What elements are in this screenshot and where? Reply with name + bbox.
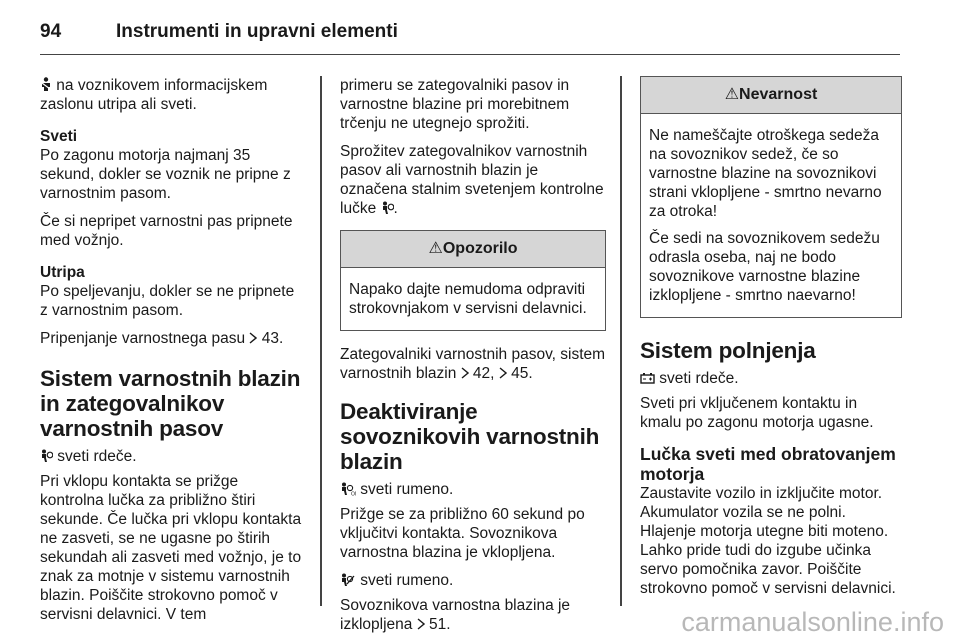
utripa-label: Utripa [40, 264, 85, 281]
danger-box [640, 76, 902, 318]
trigger-text: Sprožitev zategovalnikov varnostnih pasov ali varnostnih blazin je označena stalnim svetenjem kontrolne lučke . [340, 143, 604, 217]
page-ref-icon [499, 367, 507, 379]
section-heading-charging: Sistem polnjenja [640, 338, 816, 363]
svg-text:ON: O [351, 491, 355, 496]
column-2 [340, 76, 606, 643]
seatbelt-intro: na voznikovem informacijskem zaslonu utripa ali sveti. [40, 77, 268, 113]
column-divider [620, 76, 622, 606]
section-heading-airbag: Sistem varnostnih blazin in zategovalnikov varnostnih pasov [40, 366, 301, 441]
charge-text: Sveti pri vključenem kontaktu in kmalu po zagonu motorja ugasne. [640, 395, 874, 431]
subheading-running: Lučka sveti med obratovanjem motorja [640, 444, 896, 484]
airbag-color-line: sveti rdeče. [40, 447, 306, 466]
danger-title: ⚠Nevarnost [641, 77, 901, 114]
sveti-label: Sveti [40, 128, 78, 145]
column-1 [40, 76, 306, 633]
airbag-on-color-line: O sveti rumeno. [340, 480, 606, 499]
airbag-off-color-line: sveti rumeno. [340, 571, 606, 590]
page-header [40, 14, 900, 55]
airbag-off-text: Sovoznikova varnostna blazina je izklopljena 51. [340, 597, 571, 633]
seatbelt-reference: Pripenjanje varnostnega pasu 43. [40, 330, 284, 347]
column-3 [640, 76, 902, 607]
warning-title: ⚠Opozorilo [341, 231, 605, 268]
seatbelt-warning-icon [40, 77, 52, 92]
warning-icon: ⚠ [724, 86, 740, 103]
passenger-airbag-on-icon [340, 482, 356, 496]
sveti-block: Sveti Po zagonu motorja najmanj 35 sekund, dokler se voznik ne pripne z varnostnim pasom. [40, 128, 291, 202]
sveti-text-2: Če si nepripet varnostni pas pripnete med vožnjo. [40, 213, 293, 249]
warning-box [340, 230, 606, 331]
running-text: Zaustavite vozilo in izključite motor. Akumulator vozila se ne polni. Hlajenje motorja utegne biti moteno. Lahko pride tudi do izgube učinka servo pomočnika zavor. Poiščite strokovno pomoč v servisni delavnici. [640, 485, 896, 597]
utripa-block: Utripa Po speljevanju, dokler se ne pripnete z varnostnim pasom. [40, 264, 295, 319]
airbag-on-text: Prižge se za približno 60 sekund po vključitvi kontakta. Sovoznikova varnostna blazina je vklopljena. [340, 506, 585, 561]
warning-body: Napako dajte nemudoma odpraviti strokovnjakom v servisni delavnici. [349, 281, 587, 317]
airbag-text: Pri vklopu kontakta se prižge kontrolna lučka za približno štiri sekunde. Če lučka pri vklopu kontakta ne zasveti, se ne ugasne po štirih sekundah ali zasveti med vožnjo, je to znak za motnje v sistemu varnostnih blazin. Poiščite strokovno pomoč v servisni delavnici. V tem [40, 473, 302, 623]
page-title: Instrumenti in upravni elementi [116, 21, 398, 42]
airbag-icon [40, 449, 53, 463]
page-ref-icon [461, 367, 469, 379]
page-ref-icon [417, 618, 425, 630]
watermark: carmanualsonline.info [681, 607, 944, 637]
section-heading-deactivation: Deaktiviranje sovoznikovih varnostnih blazin [340, 399, 600, 474]
danger-body: Ne nameščajte otroškega sedeža na sovoznikov sedež, če so varnostne blazine na sovoznikovi strani vklopljene - smrtno nevarno za otroka! Če sedi na sovoznikovem sedežu odrasla oseba, naj ne bodo sovoznikove varnostne blazine izklopljene - smrtno naevarno! [649, 127, 882, 304]
continuation-text: primeru se zategovalniki pasov in varnostne blazine pri morebitnem trčenju ne utegnejo sprožiti. [340, 77, 570, 132]
references-text: Zategovalniki varnostnih pasov, sistem varnostnih blazin 42, 45. [340, 346, 606, 382]
page-number: 94 [40, 21, 62, 42]
warning-icon: ⚠ [428, 240, 443, 257]
charge-color-line: sveti rdeče. [640, 369, 902, 388]
column-divider [320, 76, 322, 606]
airbag-icon [381, 201, 394, 215]
battery-icon [640, 372, 655, 384]
passenger-airbag-off-icon [340, 573, 356, 587]
